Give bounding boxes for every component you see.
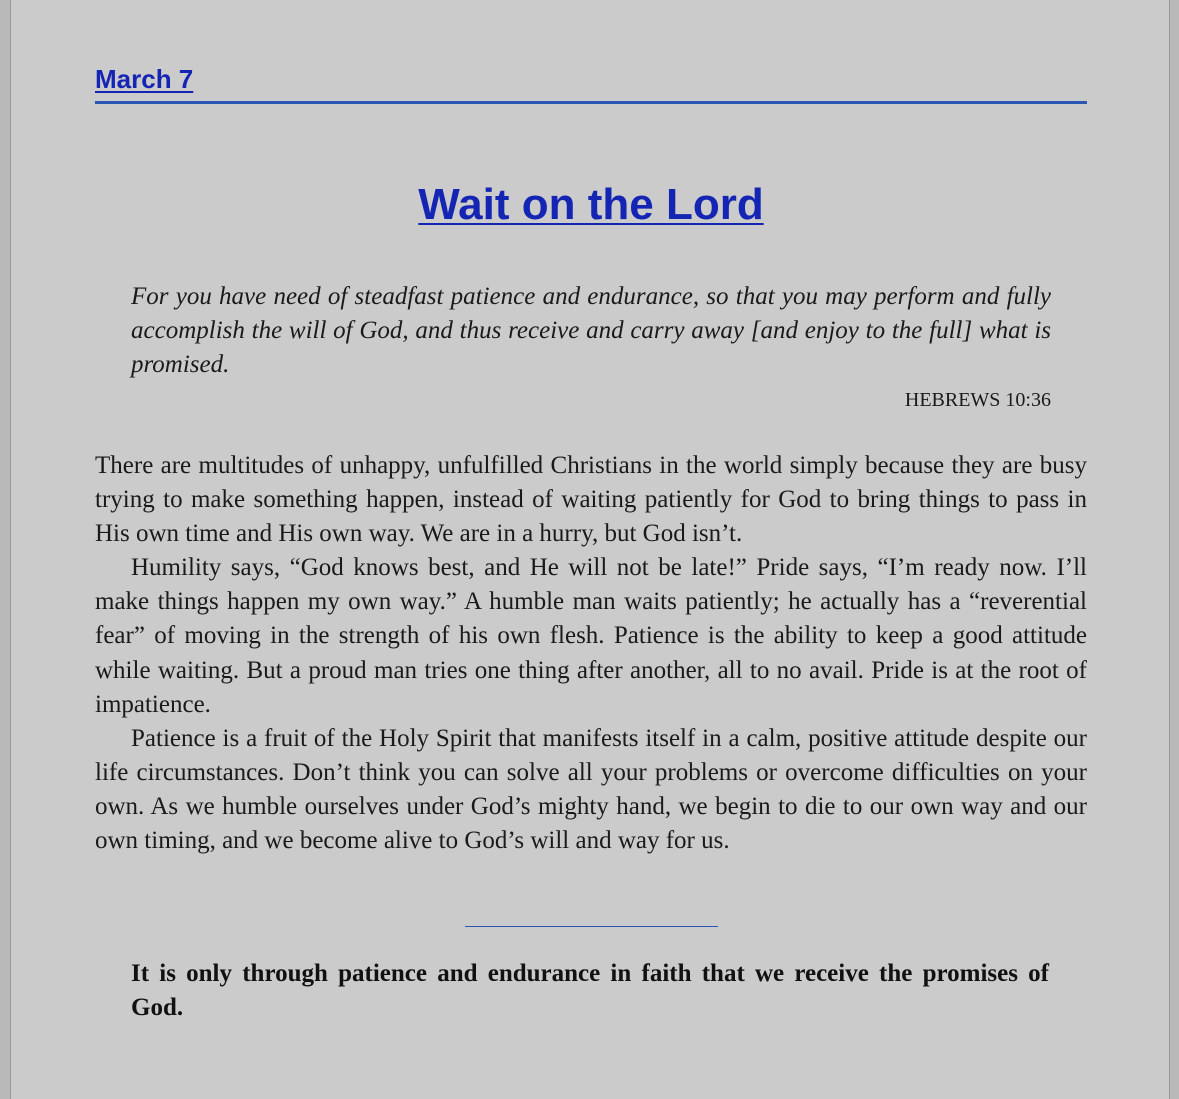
body-paragraph: Patience is a fruit of the Holy Spirit that manifests itself in a calm, positive attitude despite our life circumstances. Don’t think you can solve all your problems or overcome difficulties on your own. As we humble ourselves under God’s mighty hand, we begin to die to our own way and our own timing, and we become alive to God’s will and way for us.	[95, 724, 1087, 855]
header-divider	[95, 101, 1087, 104]
closing-divider	[465, 926, 718, 927]
devotional-body	[95, 449, 1087, 858]
body-paragraph: There are multitudes of unhappy, unfulfilled Christians in the world simply because they are busy trying to make something happen, instead of waiting patiently for God to bring things to pass in His own time and His own way. We are in a hurry, but God isn’t.	[95, 452, 1087, 548]
closing-statement: It is only through patience and endurance in faith that we receive the promises of God.	[131, 960, 1049, 1021]
devotional-title[interactable]: Wait on the Lord	[418, 180, 764, 229]
scripture-quote: For you have need of steadfast patience and endurance, so that you may perform and fully accomplish the will of God, and thus receive and carry away [and enjoy to the full] what is promised.	[131, 283, 1051, 378]
body-paragraph: Humility says, “God knows best, and He will not be late!” Pride says, “I’m ready now. I’ll make things happen my own way.” A humble man waits patiently; he actually has a “reverential fear” of moving in the strength of his own flesh. Patience is the ability to keep a good attitude while waiting. But a proud man tries one thing after another, all to no avail. Pride is at the root of impatience.	[95, 554, 1087, 718]
document-page	[10, 0, 1170, 1099]
scripture-reference: HEBREWS 10:36	[904, 389, 1051, 411]
date-heading[interactable]: March 7	[95, 64, 194, 94]
